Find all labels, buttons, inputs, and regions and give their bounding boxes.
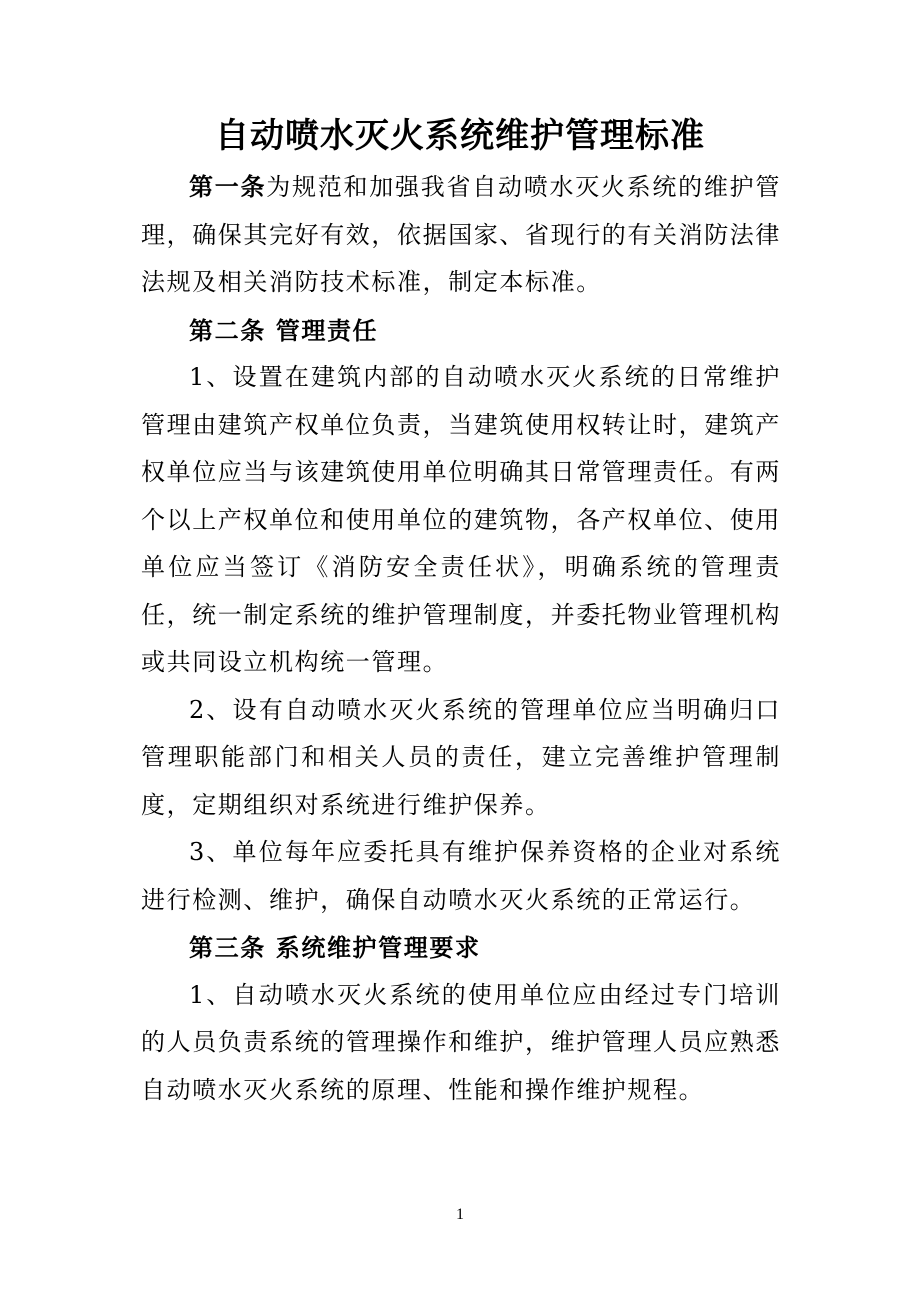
document-title: 自动喷水灭火系统维护管理标准 xyxy=(215,116,705,156)
article-2-item-2: 2、设有自动喷水灭火系统的管理单位应当明确归口管理职能部门和相关人员的责任，建立完善维护管理制度，定期组织对系统进行维护保养。 xyxy=(141,695,781,819)
article-2-heading: 第二条 管理责任 xyxy=(189,315,379,345)
article-1-lead: 第一条 xyxy=(189,172,267,201)
article-1-paragraph xyxy=(141,163,781,307)
article-2-item-1: 1、设置在建筑内部的自动喷水灭火系统的日常维护管理由建筑产权单位负责，当建筑使用权转让时，建筑产权单位应当与该建筑使用单位明确其日常管理责任。有两个以上产权单位和使用单位的建筑物，各产权单位、使用单位应当签订《消防安全责任状》，明确系统的管理责任，统一制定系统的维护管理制度，并委托物业管理机构或共同设立机构统一管理。 xyxy=(141,363,781,676)
article-3-heading: 第三条 系统维护管理要求 xyxy=(189,933,481,962)
document-body xyxy=(141,163,781,1114)
article-3-item-1: 1、自动喷水灭火系统的使用单位应由经过专门培训的人员负责系统的管理操作和维护，维护管理人员应熟悉自动喷水灭火系统的原理、性能和操作维护规程。 xyxy=(141,980,781,1104)
page-number: 1 xyxy=(456,1206,464,1223)
article-2-item-3: 3、单位每年应委托具有维护保养资格的企业对系统进行检测、维护，确保自动喷水灭火系统的正常运行。 xyxy=(141,838,781,914)
article-1-text: 为规范和加强我省自动喷水灭火系统的维护管理，确保其完好有效，依据国家、省现行的有关消防法律法规及相关消防技术标准，制定本标准。 xyxy=(141,173,782,296)
